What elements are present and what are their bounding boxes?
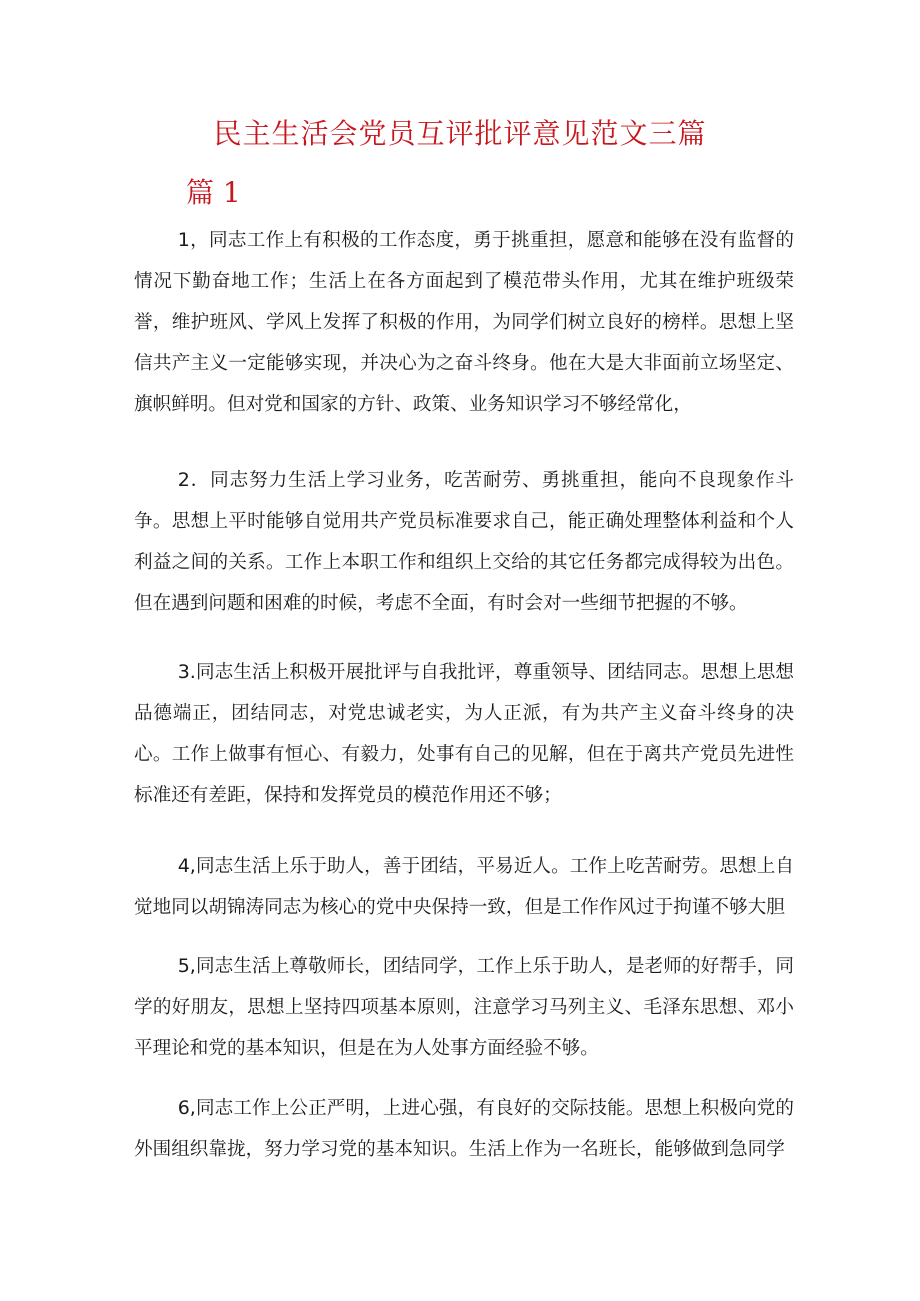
- paragraph-text: 同志工作上公正严明，上进心强，有良好的交际技能。思想上积极向党的外围组织靠拢，努力学习党的基本知识。生活上作为一名班长，能够做到急同学: [134, 1098, 794, 1160]
- paragraph-number: 4,: [177, 855, 196, 877]
- paragraph-text: ，同志工作上有积极的工作态度，勇于挑重担，愿意和能够在没有监督的情况下勤奋地工作；生活上在各方面起到了模范带头作用，尤其在维护班级荣誉，维护班风、学风上发挥了积极的作用，为同学们树立良好的榜样。思想上坚信共产主义一定能够实现，并决心为之奋斗终身。他在大是大非面前立场坚定、旗帜鲜明。但对党和国家的方针、政策、业务知识学习不够经常化，: [134, 230, 794, 415]
- paragraph-4: [134, 846, 794, 928]
- paragraph-5: [134, 946, 794, 1069]
- paragraph-2: [134, 460, 794, 624]
- paragraph-text: 同志生活上积极开展批评与自我批评，尊重领导、团结同志。思想上思想品德端正，团结同志，对党忠诚老实，为人正派，有为共产主义奋斗终身的决心。工作上做事有恒心、有毅力，处事有自己的见解，但在于离共产党员先进性标准还有差距，保持和发挥党员的模范作用还不够；: [134, 662, 794, 806]
- paragraph-text: 同志生活上尊敬师长，团结同学，工作上乐于助人，是老师的好帮手，同学的好朋友，思想上坚持四项基本原则，注意学习马列主义、毛泽东思想、邓小平理论和党的基本知识，但是在为人处事方面经验不够。: [134, 956, 794, 1059]
- paragraph-number: 3.: [177, 661, 196, 683]
- paragraph-3: [134, 652, 794, 816]
- page-title: 民主生活会党员互评批评意见范文三篇: [213, 117, 707, 150]
- paragraph-number: 5,: [177, 955, 196, 977]
- paragraph-number: 6,: [177, 1097, 196, 1119]
- paragraph-text: ．同志努力生活上学习业务，吃苦耐劳、勇挑重担，能向不良现象作斗争。思想上平时能够自觉用共产党员标准要求自己，能正确处理整体利益和个人利益之间的关系。工作上本职工作和组织上交给的其它任务都完成得较为出色。但在遇到问题和困难的时候，考虑不全面，有时会对一些细节把握的不够。: [134, 470, 794, 614]
- paragraph-text: 同志生活上乐于助人，善于团结，平易近人。工作上吃苦耐劳。思想上自觉地同以胡锦涛同志为核心的党中央保持一致，但是工作作风过于拘谨不够大胆: [134, 856, 794, 918]
- paragraph-number: 1: [177, 229, 190, 251]
- paragraph-number: 2: [177, 469, 190, 491]
- paragraph-1: [134, 220, 794, 425]
- section-heading: 篇 1: [186, 176, 241, 209]
- paragraph-6: [134, 1088, 794, 1170]
